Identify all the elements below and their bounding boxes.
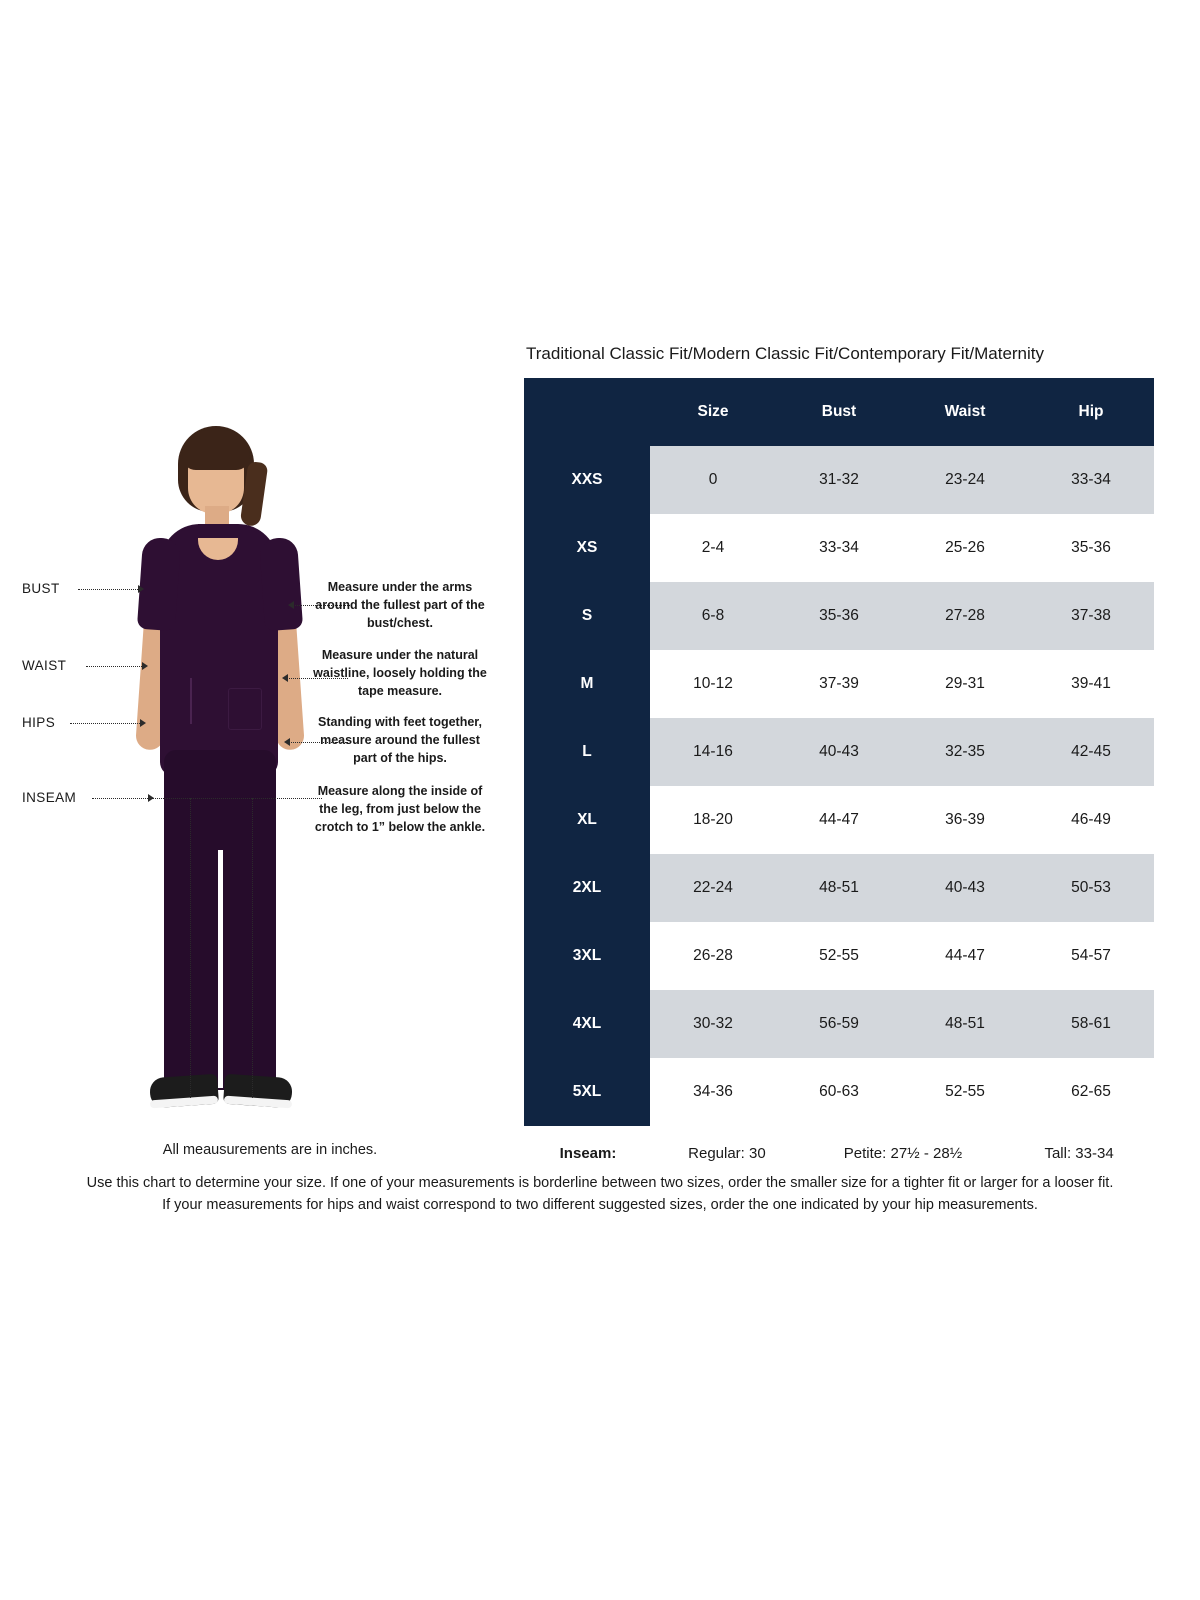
footer-line-1: Use this chart to determine your size. If one of your measurements is borderline between two sizes, order the smaller size for a tighter fit or larger for a looser fit.: [86, 1175, 1114, 1191]
row-size-label: 5XL: [524, 1058, 650, 1126]
guide-line-bust-left: [78, 589, 140, 590]
guide-label-bust: BUST: [22, 581, 60, 596]
inseam-tall: Tall: 33-34: [1044, 1144, 1114, 1162]
row-hip-value: 58-61: [1028, 990, 1154, 1058]
row-bust-value: 33-34: [776, 514, 902, 582]
guide-label-inseam: INSEAM: [22, 790, 77, 805]
guide-line-inseam-left: [92, 798, 150, 799]
guide-label-hips: HIPS: [22, 715, 56, 730]
row-bust-value: 31-32: [776, 446, 902, 514]
table-row: [524, 582, 1154, 650]
table-row: [524, 922, 1154, 990]
note-hips: Standing with feet together, measure around the fullest part of the hips.: [318, 715, 482, 766]
guide-arrow-bust-right: [288, 601, 294, 609]
table-header-row: [524, 378, 1154, 446]
sleeve-right-shape: [259, 537, 303, 631]
row-bust-value: 40-43: [776, 718, 902, 786]
row-waist-value: 44-47: [902, 922, 1028, 990]
row-size-value: 2-4: [650, 514, 776, 582]
row-size-label: XS: [524, 514, 650, 582]
row-waist-value: 48-51: [902, 990, 1028, 1058]
row-hip-value: 37-38: [1028, 582, 1154, 650]
sleeve-left-shape: [137, 537, 181, 631]
row-bust-value: 37-39: [776, 650, 902, 718]
guide-line-hips-left: [70, 723, 142, 724]
row-size-label: L: [524, 718, 650, 786]
row-waist-value: 36-39: [902, 786, 1028, 854]
guide-line-waist-left: [86, 666, 144, 667]
guide-line-inseam-vertical-right: [252, 798, 253, 1098]
column-header-size: Size: [650, 378, 776, 446]
table-header: [524, 378, 1154, 446]
row-size-value: 10-12: [650, 650, 776, 718]
guide-arrow-hips-left: [140, 719, 146, 727]
row-size-value: 34-36: [650, 1058, 776, 1126]
neckline-cover-shape: [198, 524, 238, 538]
table-body: [524, 446, 1154, 1126]
inseam-regular: Regular: 30: [688, 1144, 766, 1162]
row-bust-value: 44-47: [776, 786, 902, 854]
column-header-waist: Waist: [902, 378, 1028, 446]
row-hip-value: 46-49: [1028, 786, 1154, 854]
row-bust-value: 35-36: [776, 582, 902, 650]
row-size-label: S: [524, 582, 650, 650]
row-waist-value: 40-43: [902, 854, 1028, 922]
guide-arrow-waist-right: [282, 674, 288, 682]
inseam-petite: Petite: 27½ - 28½: [843, 1144, 963, 1162]
table-row: [524, 514, 1154, 582]
row-hip-value: 42-45: [1028, 718, 1154, 786]
guide-arrow-waist-left: [142, 662, 148, 670]
guide-label-waist: WAIST: [22, 658, 67, 673]
row-size-label: XL: [524, 786, 650, 854]
column-header-bust: Bust: [776, 378, 902, 446]
row-size-value: 26-28: [650, 922, 776, 990]
table-row: [524, 854, 1154, 922]
row-size-label: 2XL: [524, 854, 650, 922]
row-waist-value: 27-28: [902, 582, 1028, 650]
row-waist-value: 23-24: [902, 446, 1028, 514]
table-row: [524, 990, 1154, 1058]
row-size-label: M: [524, 650, 650, 718]
size-chart: [524, 344, 1154, 1180]
row-hip-value: 54-57: [1028, 922, 1154, 990]
row-hip-value: 33-34: [1028, 446, 1154, 514]
pocket-shape: [228, 688, 262, 730]
note-inseam: Measure along the inside of the leg, from just below the crotch to 1” below the ankle.: [314, 784, 486, 835]
row-size-value: 18-20: [650, 786, 776, 854]
footer-line-2: If your measurements for hips and waist correspond to two different suggested sizes, order the one indicated by your hip measurements.: [162, 1197, 1038, 1214]
guide-arrow-bust-left: [138, 585, 144, 593]
chart-title: Traditional Classic Fit/Modern Classic Fit/Contemporary Fit/Maternity: [526, 344, 1045, 363]
table-row: [524, 650, 1154, 718]
row-hip-value: 39-41: [1028, 650, 1154, 718]
guide-line-inseam-top: [152, 798, 322, 799]
guide-arrow-hips-right: [284, 738, 290, 746]
size-chart-table: [524, 378, 1154, 1126]
table-row: [524, 718, 1154, 786]
row-size-value: 22-24: [650, 854, 776, 922]
table-row: [524, 446, 1154, 514]
row-size-value: 14-16: [650, 718, 776, 786]
guide-line-inseam-vertical-left: [190, 798, 191, 1098]
row-size-label: XXS: [524, 446, 650, 514]
note-bust: Measure under the arms around the fullest part of the bust/chest.: [315, 580, 485, 631]
leg-separation-shape: [218, 850, 223, 1088]
row-size-value: 6-8: [650, 582, 776, 650]
row-size-value: 30-32: [650, 990, 776, 1058]
units-note: All meausurements are in inches.: [162, 1142, 378, 1158]
row-size-value: 0: [650, 446, 776, 514]
row-hip-value: 62-65: [1028, 1058, 1154, 1126]
inseam-label: Inseam:: [559, 1144, 617, 1162]
row-hip-value: 35-36: [1028, 514, 1154, 582]
footer-instructions: [0, 1172, 1200, 1217]
note-waist: Measure under the natural waistline, loosely holding the tape measure.: [313, 648, 487, 699]
row-hip-value: 50-53: [1028, 854, 1154, 922]
row-bust-value: 48-51: [776, 854, 902, 922]
table-row: [524, 1058, 1154, 1126]
column-header-hip: Hip: [1028, 378, 1154, 446]
row-waist-value: 25-26: [902, 514, 1028, 582]
model-figure-illustration: [120, 420, 330, 1150]
row-size-label: 4XL: [524, 990, 650, 1058]
column-header-blank: [524, 378, 650, 446]
row-bust-value: 52-55: [776, 922, 902, 990]
row-waist-value: 29-31: [902, 650, 1028, 718]
row-bust-value: 56-59: [776, 990, 902, 1058]
row-size-label: 3XL: [524, 922, 650, 990]
row-bust-value: 60-63: [776, 1058, 902, 1126]
row-waist-value: 52-55: [902, 1058, 1028, 1126]
table-row: [524, 786, 1154, 854]
drawstring-shape: [190, 678, 192, 724]
hair-top-shape: [182, 430, 250, 470]
row-waist-value: 32-35: [902, 718, 1028, 786]
